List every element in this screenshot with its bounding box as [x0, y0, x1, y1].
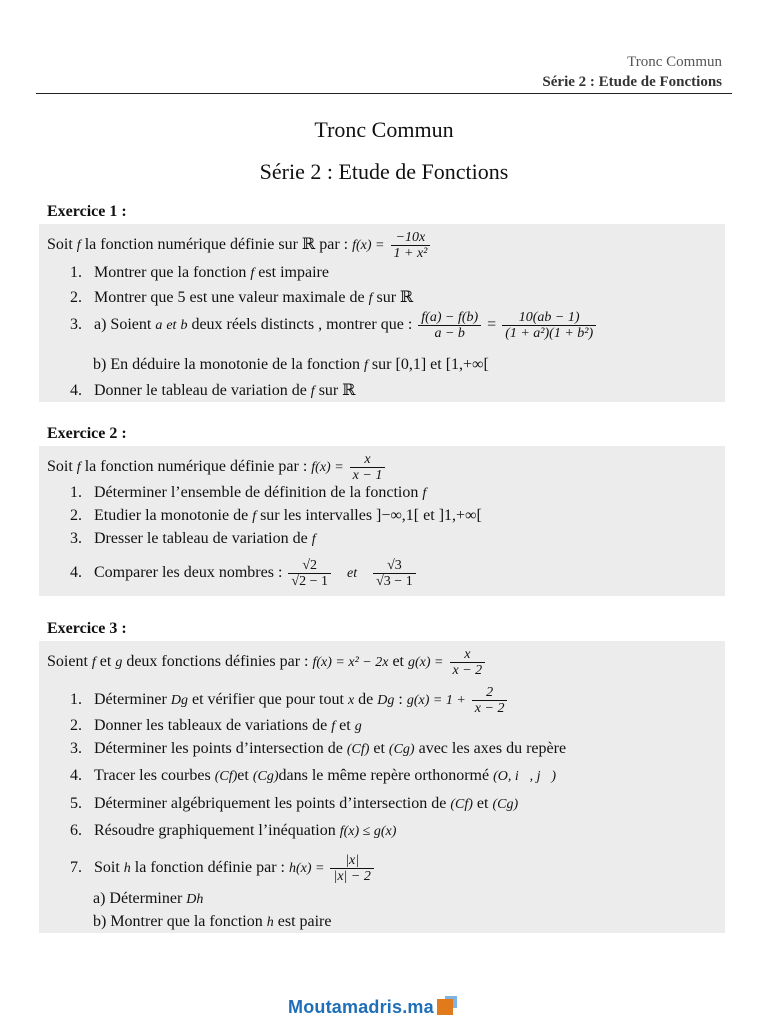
exercise-3-intro: Soient f et g deux fonctions définies par : f(x) = x² − 2x et g(x) = $\frac{x}{x - 2}$ — [47, 647, 487, 678]
h-fraction: $\frac{|x|}{|x| - 2}$ — [330, 853, 373, 884]
exercise-3-item-1: 1. Déterminer Dg et vérifier que pour tout x de Dg : g(x) = 1 + $\frac{2}{x - 2}$ — [70, 685, 509, 716]
exercise-3-item-7b: b) Montrer que la fonction h est paire — [93, 913, 332, 930]
exercise-3-item-6: 6. Résoudre graphiquement l’inéquation f(x) ≤ g(x) — [70, 822, 397, 839]
exercise-2-intro: Soit f la fonction numérique définie par : f(x) = $\frac{x}{x - 1}$ — [47, 452, 387, 483]
page-title: Tronc Commun — [314, 117, 454, 142]
site-logo[interactable] — [288, 997, 453, 1018]
exercise-1-item-3b: b) En déduire la monotonie de la fonction f sur [0,1] et [1,+∞[ — [93, 356, 489, 373]
exercise-1-box — [39, 224, 725, 402]
header-series: Série 2 : Etude de Fonctions — [542, 74, 722, 90]
exercise-2-item-1: 1. Déterminer l’ensemble de définition de la fonction f — [70, 484, 427, 501]
difference-quotient: $\frac{f(a) - f(b)}{a - b}$ — [418, 310, 481, 341]
exercise-3-item-7: 7. Soit h la fonction définie par : h(x) = $\frac{|x|}{|x| - 2}$ — [70, 853, 376, 884]
header-rule — [36, 93, 732, 94]
exercise-1-item-1: 1. Montrer que la fonction f est impaire — [70, 264, 329, 281]
exercise-1-heading: Exercice 1 : — [47, 203, 127, 220]
f-fraction: $\frac{-10x}{\text{1 + x²}}$ — [391, 230, 431, 261]
header-course: Tronc Commun — [627, 54, 722, 70]
exercise-2-item-2: 2. Etudier la monotonie de f sur les intervalles ]−∞,1[ et ]1,+∞[ — [70, 507, 482, 524]
exercise-1-item-3: 3. a) Soient a et b deux réels distincts , montrer que : $\frac{f(a) - f(b)}{a - b}$ = $\frac{10(ab - 1)}{\text{(1 + a²)(1 + b²)}}$ — [70, 310, 598, 341]
running-header — [542, 52, 722, 92]
exercise-3-item-5: 5. Déterminer algébriquement les points d’intersection de (Cf) et (Cg) — [70, 795, 519, 812]
exercise-3-item-3: 3. Déterminer les points d’intersection de (Cf) et (Cg) avec les axes du repère — [70, 740, 567, 757]
g-decomposition-fraction: $\frac{2}{x - 2}$ — [472, 685, 508, 716]
exercise-2-item-4: 4. Comparer les deux nombres : $\frac{√2}{√2 - 1}$ et $\frac{√3}{√3 - 1}$ — [70, 558, 418, 589]
f2-fraction: $\frac{x}{x - 1}$ — [350, 452, 386, 483]
g-fraction: $\frac{x}{x - 2}$ — [450, 647, 486, 678]
exercise-3-item-2: 2. Donner les tableaux de variations de f et g — [70, 717, 362, 734]
compare-fraction-1: $\frac{√2}{√2 - 1}$ — [288, 558, 331, 589]
exercise-2-heading: Exercice 2 : — [47, 425, 127, 442]
exercise-3-item-7a: a) Déterminer Dh — [93, 890, 204, 907]
exercise-1-item-4: 4. Donner le tableau de variation de f sur ℝ — [70, 382, 356, 399]
identity-fraction: $\frac{10(ab - 1)}{\text{(1 + a²)(1 + b²)}}$ — [502, 310, 596, 341]
exercise-3-box — [39, 641, 725, 933]
exercise-3-heading: Exercice 3 : — [47, 620, 127, 637]
compare-fraction-2: $\frac{√3}{√3 - 1}$ — [373, 558, 416, 589]
exercise-3-item-4: 4. Tracer les courbes (Cf)et (Cg)dans le même repère orthonormé (O, i⃗, j⃗) — [70, 767, 557, 784]
logo-mark-icon — [437, 999, 453, 1015]
exercise-1-item-2: 2. Montrer que 5 est une valeur maximale de f sur ℝ — [70, 289, 414, 306]
page-subtitle: Série 2 : Etude de Fonctions — [259, 159, 509, 184]
exercise-2-box — [39, 446, 725, 596]
exercise-1-intro: Soit f la fonction numérique définie sur ℝ par : f(x) = $\frac{-10x}{\text{1 + x²}}$ — [47, 230, 432, 261]
logo-text: Moutamadris.ma — [288, 997, 434, 1017]
exercise-2-item-3: 3. Dresser le tableau de variation de f — [70, 530, 316, 547]
